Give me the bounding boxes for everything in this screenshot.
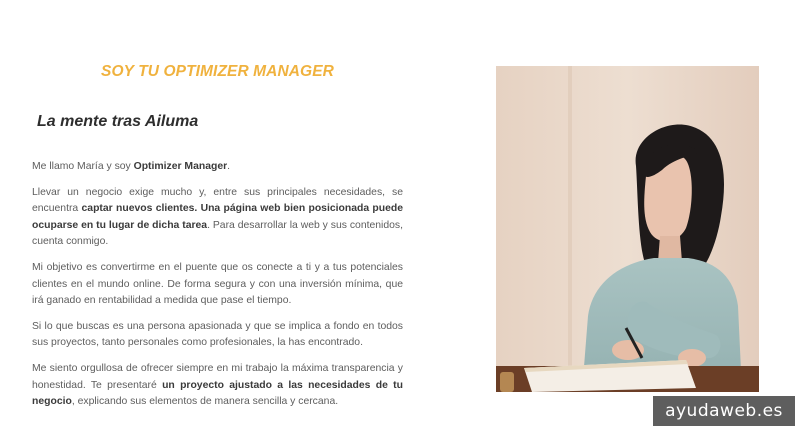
paragraph xyxy=(32,260,403,310)
paragraph-text: Me llamo María y soy xyxy=(32,161,134,172)
paragraph-text: Mi objetivo es convertirme en el puente que os conecte a ti y a tus potenciales clientes en el mundo online. De forma segura y con una inversión mínima, que irá ganado en rentabilidad a medida que pase el tiempo. xyxy=(32,261,403,307)
portrait-photo-icon xyxy=(496,66,759,392)
section-headline: La mente tras Ailuma xyxy=(37,113,199,130)
paragraph xyxy=(32,185,403,251)
paragraph-bold-text: captar nuevos clientes. Una página web bien posicionada puede ocuparse en tu lugar de dicha tarea xyxy=(32,203,403,231)
about-body xyxy=(32,159,403,411)
portrait-photo xyxy=(496,66,759,392)
paragraph-text: Me siento orgullosa de ofrecer siempre en mi trabajo la máxima transparencia y honestidad. Te presentaré xyxy=(32,362,403,391)
paragraph-text: , explicando sus elementos de manera sencilla y cercana. xyxy=(71,396,339,408)
paragraph-bold-text: un proyecto ajustado a las necesidades de tu negocio xyxy=(32,379,403,408)
watermark-badge: ayudaweb.es xyxy=(653,396,795,426)
paragraph-bold-text: Optimizer Manager xyxy=(133,161,228,172)
paragraph-text: . Para desarrollar la web y sus contenidos, cuenta conmigo. xyxy=(32,219,403,248)
about-text-column xyxy=(32,60,403,420)
section-eyebrow: SOY TU OPTIMIZER MANAGER xyxy=(101,63,334,80)
paragraph xyxy=(32,361,403,411)
paragraph xyxy=(32,319,403,352)
paragraph-text: . xyxy=(227,161,231,172)
paragraph xyxy=(32,159,403,176)
paragraph-text: Si lo que buscas es una persona apasionada y que se implica a fondo en todos sus proyectos, tanto personales como profesionales, la has encontrado. xyxy=(32,320,403,349)
paragraph-text: Llevar un negocio exige mucho y, entre sus principales necesidades, se encuentra xyxy=(32,186,403,215)
